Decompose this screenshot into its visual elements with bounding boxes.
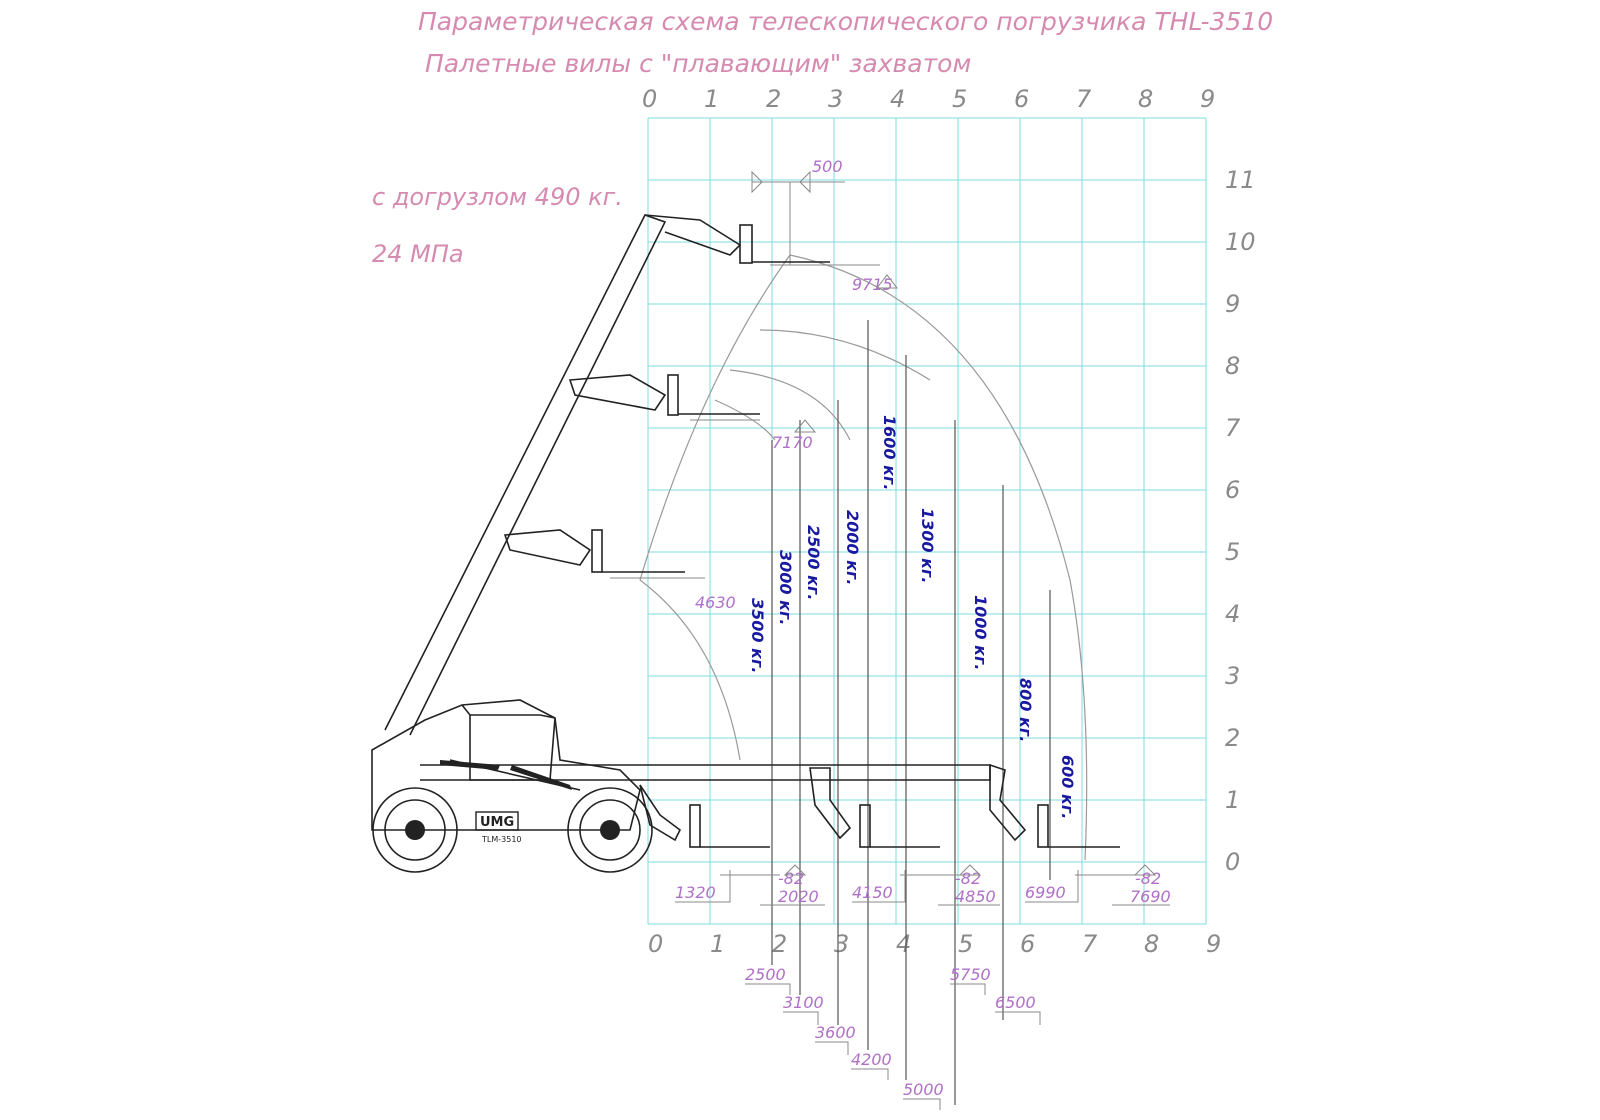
ground-dim-6990: 6990	[1025, 883, 1066, 902]
depth-dim-2: -82	[955, 869, 982, 888]
y-tick-5: 5	[1225, 538, 1241, 566]
front-wheel	[568, 788, 652, 872]
ground-dim-4150: 4150	[852, 883, 893, 902]
reach-dim-5750: 5750	[950, 965, 991, 984]
y-tick-6: 6	[1225, 476, 1241, 504]
y-tick-3: 3	[1225, 662, 1241, 690]
reach-envelope-outer	[790, 255, 1087, 860]
x-tick-top-6: 6	[1014, 85, 1030, 113]
load-label-1300: 1300 кг.	[918, 508, 937, 584]
height-dim-7170: 7170	[772, 433, 813, 452]
x-tick-bottom-8: 8	[1144, 930, 1160, 958]
x-tick-top-8: 8	[1138, 85, 1154, 113]
x-axis-bottom	[648, 930, 1221, 958]
reach-dimensions	[745, 965, 1040, 1110]
counterweight-note: с догрузлом 490 кг.	[372, 183, 623, 211]
x-tick-top-3: 3	[828, 85, 844, 113]
x-tick-bottom-1: 1	[710, 930, 726, 958]
y-tick-8: 8	[1225, 352, 1241, 380]
load-label-3000: 3000 кг.	[776, 550, 795, 626]
load-zone-lines	[772, 320, 1050, 1105]
x-tick-top-5: 5	[952, 85, 968, 113]
pressure-note: 24 МПа	[372, 240, 464, 268]
y-tick-7: 7	[1225, 414, 1241, 442]
diagram-subtitle: Палетные вилы с "плавающим" захватом	[425, 49, 972, 78]
diagram-title: Параметрическая схема телескопического погрузчика THL-3510	[418, 7, 1274, 36]
load-label-2000: 2000 кг.	[843, 510, 862, 586]
load-label-2500: 2500 кг.	[804, 525, 823, 601]
reach-dim-3600: 3600	[815, 1023, 856, 1042]
y-axis-right	[1225, 166, 1256, 876]
y-tick-1: 1	[1225, 786, 1241, 814]
depth-dim-3: -82	[1135, 869, 1162, 888]
ground-dim-7690: 7690	[1130, 887, 1171, 906]
reach-envelope-2	[760, 330, 930, 380]
brand-logo: UMG	[480, 815, 515, 830]
x-tick-top-2: 2	[766, 85, 782, 113]
x-tick-top-0: 0	[642, 85, 658, 113]
reach-dim-4200: 4200	[851, 1050, 892, 1069]
height-dim-500: 500	[812, 157, 843, 176]
y-tick-11: 11	[1225, 166, 1256, 194]
model-plate: TLM-3510	[482, 835, 522, 844]
x-tick-top-1: 1	[704, 85, 720, 113]
y-tick-0: 0	[1225, 848, 1241, 876]
height-dim-4630: 4630	[695, 593, 736, 612]
x-tick-bottom-0: 0	[648, 930, 664, 958]
height-dim-9715: 9715	[852, 275, 893, 294]
x-tick-bottom-4: 4	[896, 930, 912, 958]
x-tick-bottom-7: 7	[1082, 930, 1098, 958]
ground-dimensions	[675, 869, 1171, 906]
reach-dim-2500: 2500	[745, 965, 786, 984]
reach-envelope-3	[730, 370, 850, 440]
x-tick-bottom-2: 2	[772, 930, 788, 958]
load-label-600: 600 кг.	[1058, 755, 1077, 820]
x-tick-top-7: 7	[1076, 85, 1092, 113]
ground-dim-2020: 2020	[778, 887, 819, 906]
load-label-1000: 1000 кг.	[971, 595, 990, 671]
y-tick-10: 10	[1225, 228, 1256, 256]
ground-dim-4850: 4850	[955, 887, 996, 906]
ground-dim-1320: 1320	[675, 883, 716, 902]
y-tick-4: 4	[1225, 600, 1241, 628]
load-label-1600: 1600 кг.	[880, 415, 899, 491]
load-label-3500: 3500 кг.	[748, 598, 767, 674]
x-tick-bottom-3: 3	[834, 930, 850, 958]
x-tick-top-9: 9	[1200, 85, 1216, 113]
reach-dim-6500: 6500	[995, 993, 1036, 1012]
telehandler-machine	[372, 215, 1120, 872]
rear-wheel	[373, 788, 457, 872]
reach-dim-5000: 5000	[903, 1080, 944, 1099]
x-tick-top-4: 4	[890, 85, 906, 113]
x-tick-bottom-6: 6	[1020, 930, 1036, 958]
depth-dim-1: -82	[778, 869, 805, 888]
x-tick-bottom-5: 5	[958, 930, 974, 958]
reach-dim-3100: 3100	[783, 993, 824, 1012]
x-tick-bottom-9: 9	[1206, 930, 1222, 958]
x-axis-top	[642, 85, 1215, 113]
load-label-800: 800 кг.	[1016, 678, 1035, 743]
y-tick-2: 2	[1225, 724, 1241, 752]
y-tick-9: 9	[1225, 290, 1241, 318]
load-labels	[748, 415, 1077, 819]
